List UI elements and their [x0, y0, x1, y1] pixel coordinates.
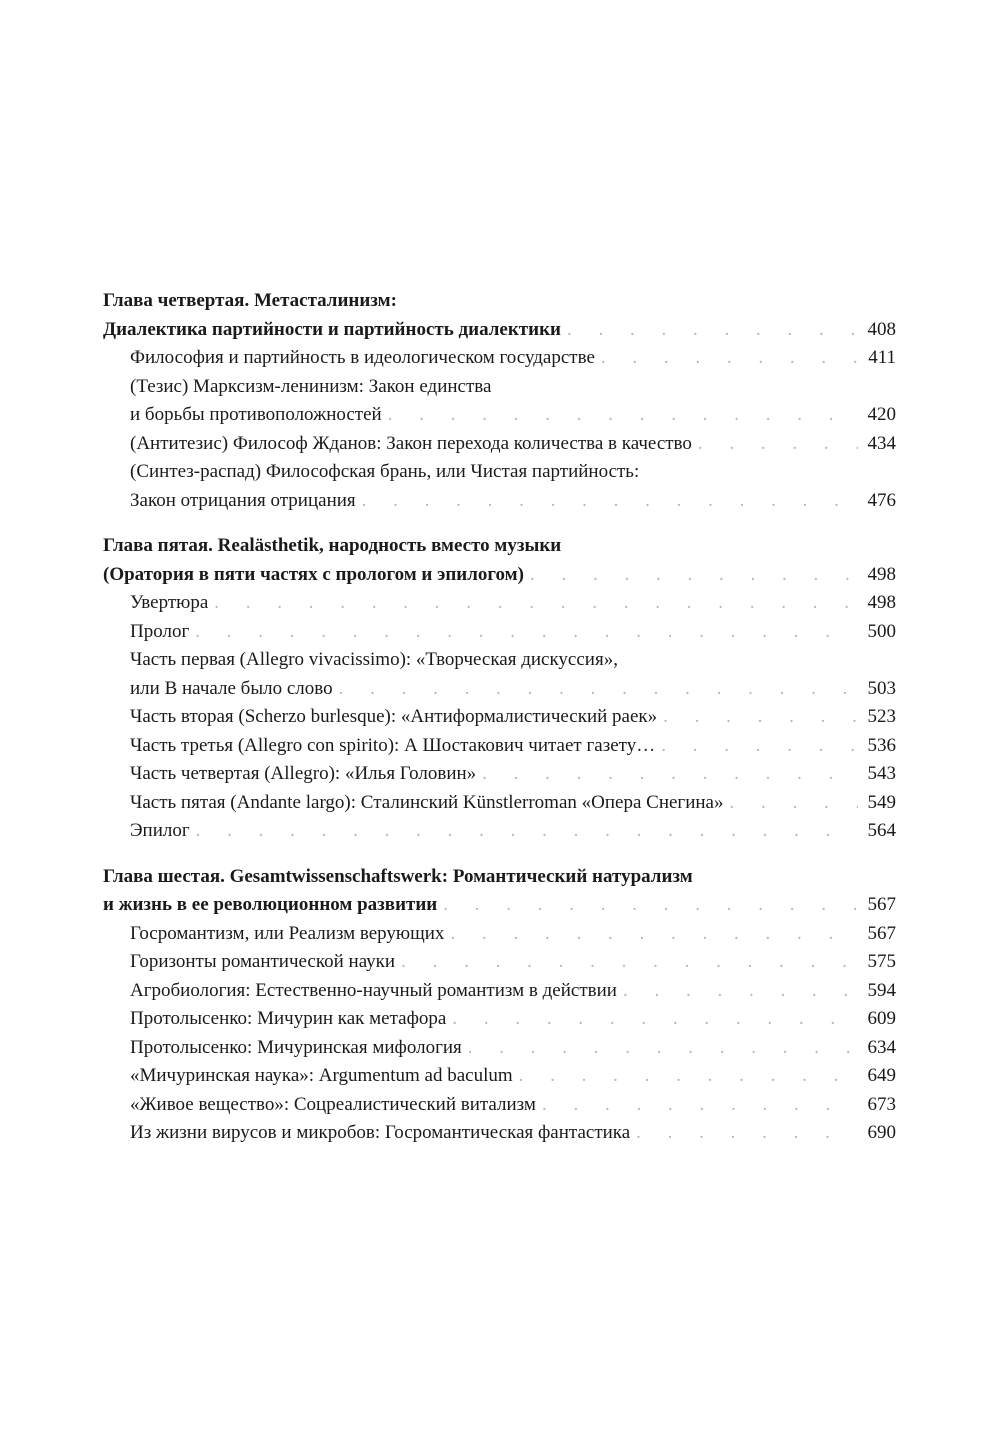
- dot-leader: [601, 344, 858, 373]
- section-title: Госромантизм, или Реализм верующих: [130, 922, 445, 944]
- section-title: Из жизни вирусов и микробов: Госромантическая фантастика: [130, 1122, 631, 1143]
- toc-entry[interactable]: [103, 1005, 896, 1034]
- chapter-title-line-1: Глава пятая. Realästhetik, народность вместо музыки: [103, 535, 562, 556]
- toc-entry[interactable]: [103, 589, 896, 618]
- dot-leader: [729, 789, 858, 818]
- dot-leader: [567, 316, 858, 345]
- toc-entry[interactable]: [103, 948, 896, 977]
- dot-leader: [196, 817, 858, 846]
- section-title: Горизонты романтической науки: [130, 951, 396, 972]
- chapter-title-line-2: (Оратория в пяти частях с прологом и эпилогом): [103, 563, 524, 585]
- section-title: Часть третья (Allegro con spirito): А Шостакович читает газету…: [130, 734, 656, 756]
- table-of-contents: [103, 287, 896, 1165]
- toc-entry[interactable]: [103, 891, 896, 920]
- section-title: Пролог: [130, 620, 190, 642]
- page-number: 420: [867, 404, 896, 425]
- page-number: 498: [867, 563, 896, 585]
- page-number: 634: [867, 1036, 896, 1058]
- page-number: 523: [867, 706, 896, 727]
- section-title: (Антитезис) Философ Жданов: Закон перехода количества в качество: [130, 432, 692, 454]
- chapter-heading: [103, 287, 896, 344]
- page-number: 690: [867, 1122, 896, 1143]
- section-title-continued: или В начале было слово: [130, 677, 333, 699]
- dot-leader: [452, 1005, 858, 1034]
- toc-entry[interactable]: [103, 817, 896, 846]
- section-title: Часть пятая (Andante largo): Сталинский Künstlerroman «Опера Снегина»: [130, 791, 724, 813]
- page-number: 503: [867, 677, 896, 699]
- chapter-5: [103, 532, 896, 846]
- page-number: 543: [867, 763, 896, 784]
- toc-entry[interactable]: [103, 1034, 896, 1063]
- dot-leader: [530, 561, 858, 590]
- section-title: Эпилог: [130, 820, 190, 841]
- section-title: (Синтез-распад) Философская брань, или Чистая партийность:: [130, 461, 640, 482]
- toc-entry[interactable]: [103, 316, 896, 345]
- page-number: 594: [867, 979, 896, 1001]
- dot-leader: [214, 589, 858, 618]
- section-title: Протолысенко: Мичуринская мифология: [130, 1036, 462, 1058]
- toc-entry[interactable]: [103, 344, 896, 373]
- page-number: 567: [867, 894, 896, 915]
- section-title-continued: и борьбы противоположностей: [130, 404, 382, 425]
- page-number: 673: [867, 1093, 896, 1115]
- section-title: Часть вторая (Scherzo burlesque): «Антиформалистический раек»: [130, 706, 658, 727]
- dot-leader: [623, 977, 858, 1006]
- section-title: «Мичуринская наука»: Argumentum ad baculum: [130, 1065, 513, 1086]
- dot-leader: [663, 703, 858, 732]
- section-title: «Живое вещество»: Соцреалистический витализм: [130, 1093, 536, 1115]
- section-title: Часть четвертая (Allegro): «Илья Головин»: [130, 763, 477, 784]
- chapter-title-line-2: Диалектика партийности и партийность диалектики: [103, 318, 561, 340]
- toc-entry[interactable]: [103, 1119, 896, 1148]
- toc-entry[interactable]: [103, 561, 896, 590]
- dot-leader: [482, 760, 858, 789]
- section-title: Увертюра: [130, 592, 209, 613]
- toc-entry[interactable]: [103, 732, 896, 761]
- page-number: 500: [867, 620, 896, 642]
- dot-leader: [661, 732, 858, 761]
- page-number: 609: [867, 1008, 896, 1029]
- page-number: 411: [868, 347, 896, 368]
- dot-leader: [195, 618, 858, 647]
- section-title: Агробиология: Естественно-научный романтизм в действии: [130, 979, 617, 1001]
- dot-leader: [519, 1062, 858, 1091]
- toc-entry[interactable]: [103, 430, 896, 459]
- page-number: 408: [867, 318, 896, 340]
- dot-leader: [450, 920, 858, 949]
- page-number: 498: [867, 592, 896, 613]
- section-title: Протолысенко: Мичурин как метафора: [130, 1008, 447, 1029]
- dot-leader: [468, 1034, 858, 1063]
- chapter-6: [103, 863, 896, 1148]
- toc-entry[interactable]: [103, 373, 896, 430]
- toc-entry[interactable]: [103, 458, 896, 515]
- chapter-title-line-1: Глава шестая. Gesamtwissenschaftswerk: Романтический натурализм: [103, 865, 693, 887]
- toc-entry[interactable]: [103, 1062, 896, 1091]
- section-title-continued: Закон отрицания отрицания: [130, 489, 356, 511]
- page-number: 434: [867, 432, 896, 454]
- chapter-title-line-1: Глава четвертая. Метасталинизм:: [103, 290, 397, 311]
- dot-leader: [401, 948, 858, 977]
- dot-leader: [339, 675, 858, 704]
- page-number: 564: [867, 820, 896, 841]
- toc-entry[interactable]: [103, 618, 896, 647]
- page-number: 549: [867, 791, 896, 813]
- page-number: 476: [867, 489, 896, 511]
- toc-entry[interactable]: [103, 703, 896, 732]
- page-number: 649: [867, 1065, 896, 1086]
- chapter-heading: [103, 532, 896, 589]
- page-number: 536: [867, 734, 896, 756]
- dot-leader: [443, 891, 858, 920]
- toc-entry[interactable]: [103, 789, 896, 818]
- page-number: 567: [867, 922, 896, 944]
- toc-entry[interactable]: [103, 646, 896, 703]
- chapter-title-line-2: и жизнь в ее революционном развитии: [103, 894, 438, 915]
- toc-entry[interactable]: [103, 760, 896, 789]
- section-title: Часть первая (Allegro vivacissimo): «Творческая дискуссия»,: [130, 649, 618, 670]
- chapter-heading: [103, 863, 896, 920]
- dot-leader: [542, 1091, 858, 1120]
- section-title: (Тезис) Марксизм-ленинизм: Закон единства: [130, 375, 492, 397]
- dot-leader: [362, 487, 858, 516]
- dot-leader: [698, 430, 858, 459]
- dot-leader: [636, 1119, 858, 1148]
- toc-entry[interactable]: [103, 1091, 896, 1120]
- chapter-4: [103, 287, 896, 515]
- section-title: Философия и партийность в идеологическом государстве: [130, 347, 595, 368]
- toc-entry[interactable]: [103, 920, 896, 949]
- page-number: 575: [867, 951, 896, 972]
- dot-leader: [388, 401, 858, 430]
- toc-entry[interactable]: [103, 977, 896, 1006]
